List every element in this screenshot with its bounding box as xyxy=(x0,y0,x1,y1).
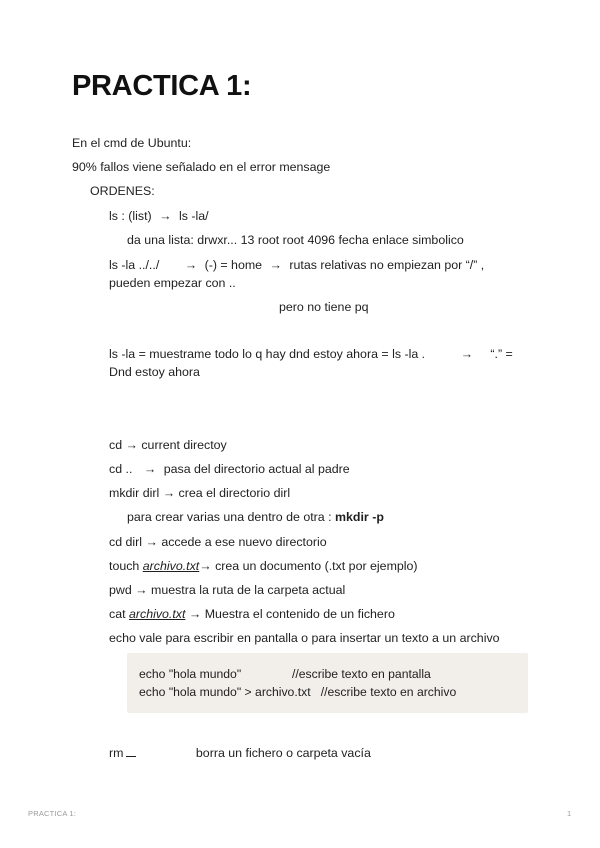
cd-dirl-line: cd dirl → accede a ese nuevo directorio xyxy=(109,535,327,549)
relative-paths-note: rutas relativas no empiezan por “/” , xyxy=(289,258,485,272)
code-line-2: echo "hola mundo" > archivo.txt //escribe texto en archivo xyxy=(139,685,457,699)
ls-la-current-line xyxy=(109,345,513,363)
touch-line xyxy=(109,557,418,575)
mkdir-p-desc: para crear varias una dentro de otra : xyxy=(127,510,336,524)
code-line-1: echo "hola mundo" //escribe texto en pantalla xyxy=(139,667,431,681)
rm-blank-placeholder xyxy=(126,745,136,757)
cd-current-line: cd → current directoy xyxy=(109,438,227,452)
arrow-icon: → xyxy=(184,258,198,272)
ordenes-heading: ORDENES: xyxy=(90,184,155,198)
ls-la-relative-command: ls -la ../../ xyxy=(109,258,160,272)
cat-line xyxy=(109,605,395,623)
arrow-icon: → xyxy=(460,347,473,361)
ls-la-current-continuation: Dnd estoy ahora xyxy=(109,365,200,379)
cd-parent-command: cd .. xyxy=(109,462,133,476)
rm-command: rm xyxy=(109,746,124,760)
ls-la-relative-line xyxy=(109,256,484,274)
ls-description: da una lista: drwxr... 13 root root 4096 fecha enlace simbolico xyxy=(127,233,464,247)
ls-la-command: ls -la/ xyxy=(178,209,209,223)
ls-la-relative-continuation: pueden empezar con .. xyxy=(109,276,236,290)
pwd-line: pwd → muestra la ruta de la carpeta actual xyxy=(109,583,346,597)
page-number: 1 xyxy=(567,809,572,818)
arrow-icon: → xyxy=(143,462,157,476)
home-note: (-) = home xyxy=(204,258,263,272)
cat-desc: → Muestra el contenido de un fichero xyxy=(185,607,395,621)
touch-desc: → crea un documento (.txt por ejemplo) xyxy=(199,559,418,573)
ls-line xyxy=(109,207,209,225)
cd-parent-line xyxy=(109,460,350,478)
cat-command: cat xyxy=(109,607,129,621)
intro-line-1: En el cmd de Ubuntu: xyxy=(72,136,192,150)
ls-la-current-text: ls -la = muestrame todo lo q hay dnd estoy ahora = ls -la . xyxy=(109,347,426,361)
mkdir-p-line xyxy=(127,508,384,526)
footer-title: PRACTICA 1: xyxy=(28,809,77,818)
touch-command: touch xyxy=(109,559,143,573)
mkdir-line: mkdir dirl → crea el directorio dirl xyxy=(109,486,291,500)
cat-filename: archivo.txt xyxy=(128,607,186,621)
pero-note: pero no tiene pq xyxy=(279,300,369,314)
echo-description: echo vale para escribir en pantalla o para insertar un texto a un archivo xyxy=(109,631,500,645)
dot-note: “.” = xyxy=(490,347,513,361)
page-title: PRACTICA 1: xyxy=(72,70,252,102)
arrow-icon: → xyxy=(269,258,282,272)
rm-line xyxy=(109,744,371,762)
rm-desc: borra un fichero o carpeta vacía xyxy=(195,746,371,760)
mkdir-p-command: mkdir -p xyxy=(335,510,384,524)
ls-command: ls : (list) xyxy=(109,209,152,223)
intro-line-2: 90% fallos viene señalado en el error mensage xyxy=(72,160,331,174)
cd-parent-desc: pasa del directorio actual al padre xyxy=(163,462,350,476)
code-block xyxy=(127,653,528,713)
touch-filename: archivo.txt xyxy=(142,559,200,573)
arrow-icon: → xyxy=(159,209,172,223)
